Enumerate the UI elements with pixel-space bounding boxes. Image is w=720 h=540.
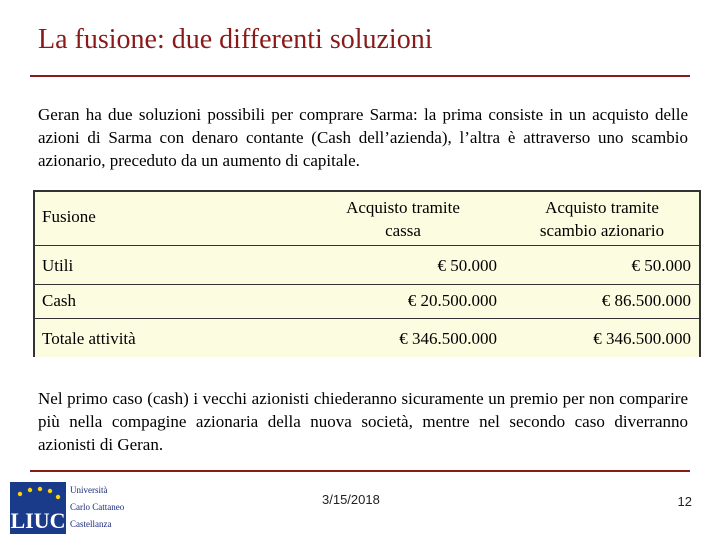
svg-text:LIUC: LIUC: [10, 508, 66, 533]
utili-stock-value: € 50.000: [631, 256, 691, 275]
header-stock-line1: Acquisto tramite: [545, 198, 659, 217]
row-label-utili: Utili: [42, 256, 74, 275]
table-divider: [35, 284, 699, 285]
university-name: [70, 482, 124, 533]
intro-paragraph: Geran ha due soluzioni possibili per comprare Sarma: la prima consiste in un acquisto delle azioni di Sarma con denaro contante (Cash dell’azienda), l’altra è attraverso uno scambio azionario, preceduto da un aumento di capitale.: [38, 105, 688, 170]
title-divider: [30, 75, 690, 77]
header-stock-line2: scambio azionario: [539, 221, 665, 240]
table-divider: [35, 245, 699, 246]
university-line: Università: [70, 485, 108, 495]
footer-divider: [30, 470, 690, 472]
university-line: Carlo Cattaneo: [70, 502, 125, 512]
totale-stock-value: € 346.500.000: [593, 329, 691, 348]
header-label: Fusione: [42, 207, 96, 226]
university-line: Castellanza: [70, 519, 112, 529]
slide-title: La fusione: due differenti soluzioni: [38, 24, 433, 55]
conclusion-paragraph: Nel primo caso (cash) i vecchi azionisti chiederanno sicuramente un premio per non comparire più nella compagine azionaria della nuova società, mentre nel secondo caso diverranno azionisti di Geran.: [38, 389, 688, 454]
liuc-logo: [10, 482, 66, 534]
cash-cash-value: € 20.500.000: [407, 291, 497, 310]
page-number: 12: [677, 494, 692, 509]
row-label-totale: Totale attività: [42, 329, 136, 348]
comparison-table: [33, 190, 701, 357]
table-divider: [35, 318, 699, 319]
totale-cash-value: € 346.500.000: [399, 329, 497, 348]
utili-cash-value: € 50.000: [437, 256, 497, 275]
row-label-cash: Cash: [42, 291, 76, 310]
cash-stock-value: € 86.500.000: [601, 291, 691, 310]
header-cash-line2: cassa: [385, 221, 421, 240]
header-cash-line1: Acquisto tramite: [346, 198, 460, 217]
slide-date: 3/15/2018: [322, 492, 380, 507]
